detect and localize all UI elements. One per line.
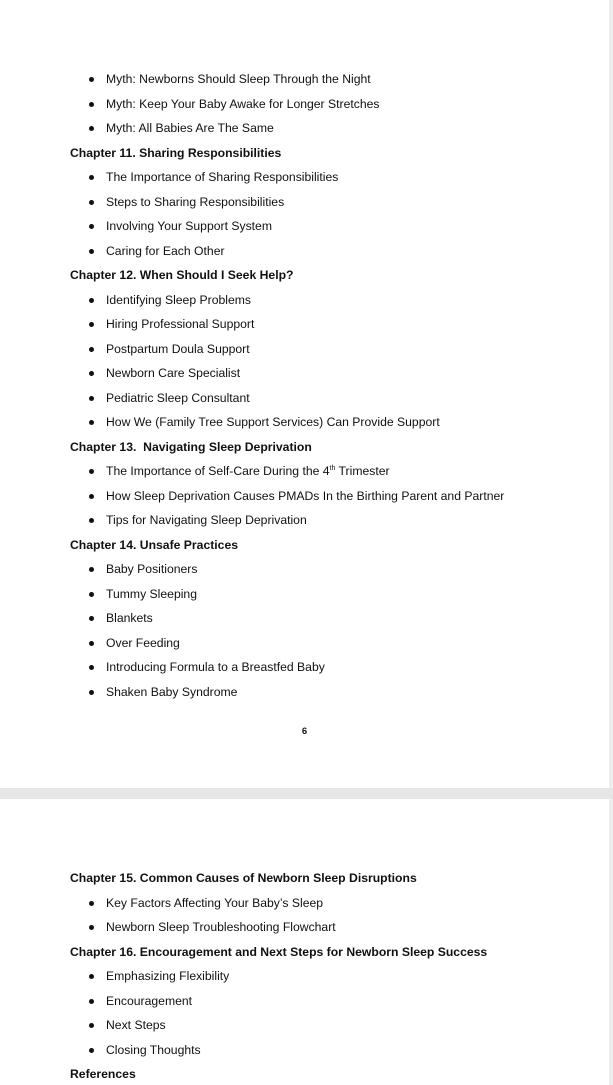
- chapter-12-items: [70, 288, 600, 435]
- toc-item: Closing Thoughts: [70, 1038, 600, 1063]
- toc-item-text: The Importance of Self-Care During the 4: [106, 464, 330, 478]
- toc-item: Involving Your Support System: [70, 214, 600, 239]
- toc-item: Myth: Keep Your Baby Awake for Longer Stretches: [70, 92, 600, 117]
- toc-item: Steps to Sharing Responsibilities: [70, 190, 600, 215]
- page-separator: [0, 788, 613, 799]
- chapter-11-heading: Chapter 11. Sharing Responsibilities: [70, 145, 282, 160]
- chapter-15-items: [70, 891, 600, 940]
- toc-item: [70, 459, 600, 484]
- toc-item: Myth: All Babies Are The Same: [70, 116, 600, 141]
- toc-item: Postpartum Doula Support: [70, 337, 600, 362]
- toc-item: Introducing Formula to a Breastfed Baby: [70, 655, 600, 680]
- chapter-13-heading: Chapter 13. Navigating Sleep Deprivation: [70, 439, 312, 454]
- toc-item-text: Trimester: [335, 464, 390, 478]
- toc-item: Tummy Sleeping: [70, 582, 600, 607]
- ordinal-suffix: th: [329, 465, 336, 472]
- chapter-13-items: [70, 459, 600, 533]
- toc-item: How Sleep Deprivation Causes PMADs In the Birthing Parent and Partner: [70, 484, 600, 509]
- page-number: 6: [301, 726, 308, 737]
- toc-item: Newborn Sleep Troubleshooting Flowchart: [70, 915, 600, 940]
- references-heading: References: [70, 1067, 136, 1081]
- toc-item: Key Factors Affecting Your Baby’s Sleep: [70, 891, 600, 916]
- viewer-edge: [609, 0, 613, 1085]
- chapter-12-heading: Chapter 12. When Should I Seek Help?: [70, 268, 294, 282]
- chapter-15-heading: Chapter 15. Common Causes of Newborn Sleep Disruptions: [70, 871, 417, 885]
- toc-item: How We (Family Tree Support Services) Can Provide Support: [70, 410, 600, 435]
- toc-item: Over Feeding: [70, 631, 600, 656]
- toc-item: Encouragement: [70, 989, 600, 1014]
- chapter-16-items: [70, 964, 600, 1062]
- toc-item: Caring for Each Other: [70, 239, 600, 264]
- toc-item: Next Steps: [70, 1013, 600, 1038]
- table-of-contents-continued: [70, 67, 600, 704]
- chapter-16-heading: Chapter 16. Encouragement and Next Steps for Newborn Sleep Success: [70, 944, 488, 959]
- document-page-7: [0, 799, 609, 1085]
- table-of-contents-continued: [70, 866, 600, 1085]
- chapter-11-items: [70, 165, 600, 263]
- toc-item: Shaken Baby Syndrome: [70, 680, 600, 705]
- toc-item: Blankets: [70, 606, 600, 631]
- toc-item: Myth: Newborns Should Sleep Through the Night: [70, 67, 600, 92]
- toc-item: Hiring Professional Support: [70, 312, 600, 337]
- toc-item: Baby Positioners: [70, 557, 600, 582]
- chapter-10-items: [70, 67, 600, 141]
- toc-item: The Importance of Sharing Responsibilities: [70, 165, 600, 190]
- toc-item: Emphasizing Flexibility: [70, 964, 600, 989]
- toc-item: Tips for Navigating Sleep Deprivation: [70, 508, 600, 533]
- toc-item: Newborn Care Specialist: [70, 361, 600, 386]
- toc-item: Pediatric Sleep Consultant: [70, 386, 600, 411]
- chapter-14-heading: Chapter 14. Unsafe Practices: [70, 537, 238, 552]
- toc-item: Identifying Sleep Problems: [70, 288, 600, 313]
- chapter-14-items: [70, 557, 600, 704]
